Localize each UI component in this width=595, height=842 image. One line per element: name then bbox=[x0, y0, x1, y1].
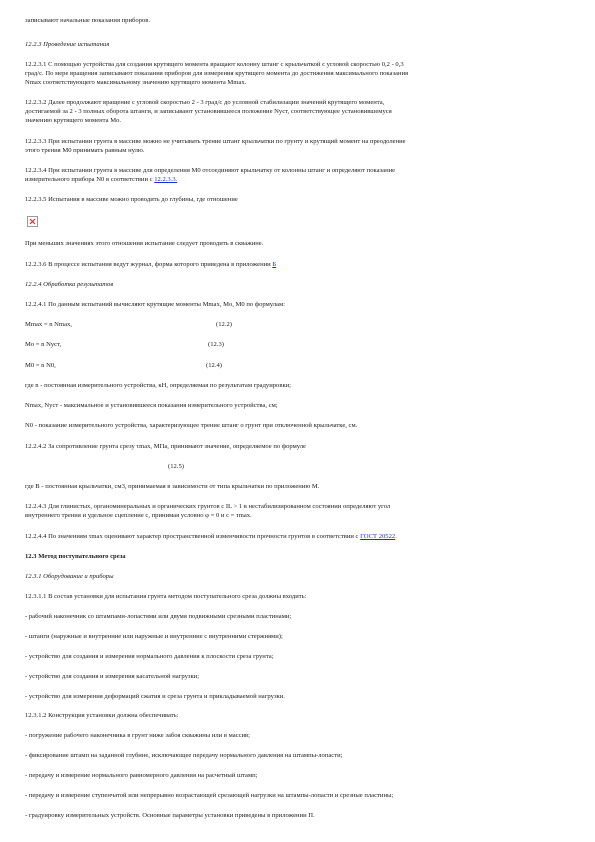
text-line: 12.2.4.1 По данным испытаний вычисляют крутящие моменты Mmax, Mо, M0 по формулам: bbox=[25, 301, 285, 308]
gost-link[interactable]: ГОСТ 20522 bbox=[360, 533, 396, 540]
section-heading: 12.2.3 Проведение испытания bbox=[25, 41, 110, 48]
text-line: 12.3.1.1 В состав установки для испытания грунта методом поступательного среза должны входить: bbox=[25, 593, 307, 600]
list-item: - градуировку измерительных устройств. Основные параметры установки приведены в приложении П. bbox=[25, 812, 315, 819]
clause-link[interactable]: 12.2.3.3. bbox=[154, 176, 178, 183]
text-line: значению крутящего момента Mо. bbox=[25, 117, 122, 124]
text-line: где n - постоянная измерительного устройства, кН, определяемая по результатам градуировки; bbox=[25, 382, 292, 389]
formula-line: M0 = n N0, bbox=[25, 362, 56, 369]
text-line: Nmax соответствующего максимальному значению крутящего момента Mmax. bbox=[25, 79, 247, 86]
list-item: - устройство для создания и измерения касательной нагрузки; bbox=[25, 673, 200, 680]
list-item: - передачу и измерение нормального равномерного давления на расчетный штамп; bbox=[25, 772, 258, 779]
text-line: 12.2.4.2 За сопротивление грунта срезу τmax, МПа, принимают значение, определяемое по формуле bbox=[25, 443, 306, 450]
text-fragment: измерительного прибора N0 в соответствии с bbox=[25, 176, 155, 183]
text-fragment: 12.2.4.4 По значениям τmax оценивают характер пространственной изменчивости прочности грунтов в соответствии с bbox=[25, 533, 361, 540]
formula-line: Mmax = n Nmax, bbox=[25, 321, 72, 328]
text-line: 12.2.3.4 При испытании грунта в массиве для определения M0 отсоединяют крыльчатку от колонны штанг и определяют показание bbox=[25, 167, 396, 174]
list-item: - штанги (наружные и внутренние или наружные и внутренние с внутренними стержнями); bbox=[25, 633, 283, 640]
equation-number: (12.3) bbox=[208, 341, 224, 348]
text-line: записывают начальные показания приборов. bbox=[25, 17, 150, 24]
text-line: При меньших значениях этого отношения испытание следует проводить в скважине. bbox=[25, 240, 264, 247]
list-item: - рабочий наконечник со штампами-лопастями или двумя подвижными срезными пластинами; bbox=[25, 613, 292, 620]
text-line: 12.2.4.3 Для глинистых, органоминеральных и органических грунтов с IL > 1 в нестабилизированном состоянии определяют угол bbox=[25, 503, 391, 510]
text-line: 12.2.3.2 Далее продолжают вращение с угловой скоростью 2 - 3 град/с до условной стабилизации значений крутящего момента, bbox=[25, 99, 385, 106]
text-line bbox=[25, 533, 570, 542]
text-fragment: 12.2.3.6 В процессе испытания ведут журнал, форма которого приведена в приложении bbox=[25, 261, 273, 268]
period: . bbox=[395, 533, 397, 540]
list-item: - погружение рабочего наконечника в грунт ниже забоя скважины или в массив; bbox=[25, 732, 251, 739]
list-item: - фиксирование штамп на заданной глубине, исключающее передачу нормального давления на штампы-лопасти; bbox=[25, 752, 343, 759]
section-heading: 12.3.1 Оборудование и приборы bbox=[25, 573, 114, 580]
text-line: 12.3.1.2 Конструкция установки должна обеспечивать: bbox=[25, 712, 179, 719]
formula-line: Mо = n Nуст, bbox=[25, 341, 62, 348]
text-line: этого трения M0 принимать равным нулю. bbox=[25, 147, 145, 154]
equation-number: (12.2) bbox=[216, 321, 232, 328]
text-line: град/с. По мере вращения записывают показания приборов для измерения крутящего момента до достижения максимального показания bbox=[25, 70, 409, 77]
text-line: где B - постоянная крыльчатки, см3, принимаемая в зависимости от типа крыльчатки по приложению М. bbox=[25, 483, 320, 490]
text-line: достигаемой за 2 - 3 полных оборота штанги, и записывают установившееся положение Nуст, соответствующее установившемуся bbox=[25, 108, 392, 115]
text-line bbox=[25, 176, 570, 185]
list-item: - передачу и измерение ступенчатой или непрерывно возрастающей срезающей нагрузки на штампы-лопасти и срезные пластины; bbox=[25, 792, 394, 799]
text-line: 12.2.3.5 Испытания в массиве можно проводить до глубины, где отношение bbox=[25, 196, 238, 203]
text-line: 12.2.3.1 С помощью устройства для создания крутящего момента вращают колонну штанг с крыльчаткой с угловой скоростью 0,2 - 0,3 bbox=[25, 61, 404, 68]
broken-image-icon bbox=[27, 216, 38, 227]
equation-number: (12.5) bbox=[168, 463, 184, 470]
section-heading: 12.3 Метод поступательного среза bbox=[25, 553, 126, 560]
equation-number: (12.4) bbox=[206, 362, 222, 369]
list-item: - устройство для измерения деформаций сжатия и среза грунта и прикладываемой нагрузки. bbox=[25, 693, 285, 700]
text-line: 12.2.3.3 При испытании грунта в массиве можно не учитывать трение штанг крыльчатки по грунту и крутящий момент на преодоление bbox=[25, 138, 406, 145]
list-item: - устройство для создания и измерения нормального давления к плоскости среза грунта; bbox=[25, 653, 274, 660]
section-heading: 12.2.4 Обработка результатов bbox=[25, 281, 114, 288]
text-line: N0 - показание измерительного устройства, характеризующее трение штанг о грунт при отключенной крыльчатке, см. bbox=[25, 422, 358, 429]
text-line: Nmax, Nуст - максимальное и установившееся показания измерительного устройства, см; bbox=[25, 402, 278, 409]
annex-link[interactable]: Б bbox=[272, 261, 277, 268]
text-line bbox=[25, 261, 570, 270]
text-line: внутреннего трения и удельное сцепление с, принимая условно φ = 0 и c = τmax. bbox=[25, 512, 252, 519]
